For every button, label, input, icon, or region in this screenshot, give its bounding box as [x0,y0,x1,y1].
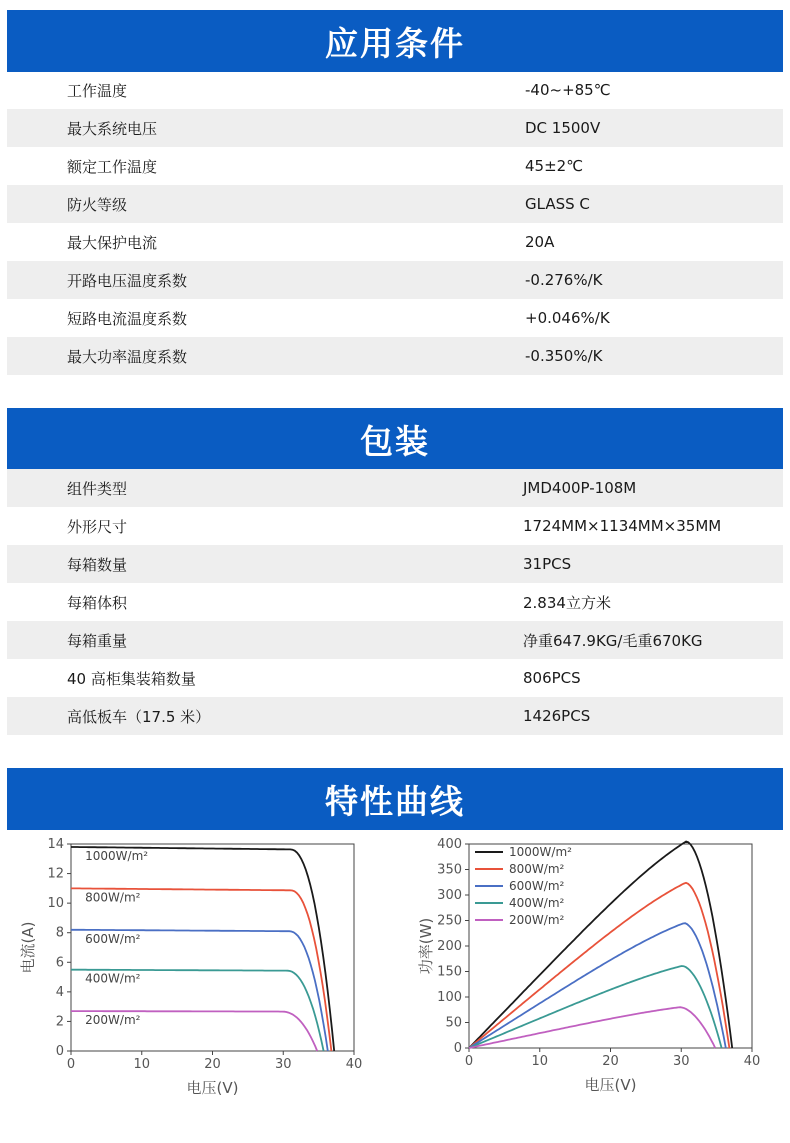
y-tick-label: 4 [55,984,64,1000]
y-tick-label: 10 [47,896,64,912]
table-row [7,185,783,223]
table-row [7,621,783,659]
x-tick-label: 10 [133,1057,151,1072]
row-value: 2.834立方米 [523,593,611,612]
row-value: 1426PCS [523,707,591,725]
row-label: 每箱体积 [67,593,128,612]
legend-label: 600W/m² [509,879,565,893]
row-label: 组件类型 [67,479,128,498]
section-header-curves [7,768,783,830]
legend-label: 400W/m² [509,896,565,910]
x-tick-label: 30 [274,1057,292,1072]
y-tick-label: 150 [437,964,462,980]
row-label: 最大功率温度系数 [67,347,188,366]
x-tick-label: 30 [672,1054,690,1069]
table-row [7,697,783,735]
y-axis-label: 电流(A) [19,921,37,974]
y-tick-label: 50 [445,1015,462,1031]
row-value: DC 1500V [525,119,601,137]
y-tick-label: 250 [437,913,462,929]
section-title: 特性曲线 [325,781,465,821]
x-axis-label: 电压(V) [584,1076,637,1094]
legend-label: 1000W/m² [509,845,572,859]
x-axis-label: 电压(V) [186,1079,239,1097]
table-row [7,261,783,299]
series-label: 200W/m² [85,1013,141,1028]
series-label: 800W/m² [85,890,141,905]
row-value: 20A [525,233,555,251]
y-axis-label: 功率(W) [417,917,435,975]
table-row [7,659,783,697]
x-tick-label: 20 [204,1057,221,1072]
y-tick-label: 12 [47,866,64,882]
iv-curve-chart [14,836,374,1106]
section-title: 包装 [360,421,430,461]
row-label: 额定工作温度 [67,157,158,176]
row-value: GLASS C [525,195,590,213]
x-tick-label: 20 [602,1054,619,1069]
y-tick-label: 6 [55,955,64,971]
row-label: 最大系统电压 [67,119,158,138]
legend-label: 800W/m² [509,862,565,876]
row-value: -0.276%/K [525,271,603,289]
row-label: 每箱重量 [67,631,128,650]
table-row [7,545,783,583]
section-header-conditions [7,10,783,72]
y-tick-label: 200 [437,939,462,954]
packaging-table [7,469,783,735]
row-label: 每箱数量 [67,555,128,574]
x-tick-label: 10 [531,1054,549,1069]
table-row [7,583,783,621]
row-value: +0.046%/K [525,309,610,327]
y-tick-label: 0 [453,1041,462,1056]
row-label: 短路电流温度系数 [67,309,188,328]
y-tick-label: 2 [55,1014,64,1030]
y-tick-label: 300 [437,888,462,903]
section-header-packaging [7,408,783,470]
table-row [7,71,783,109]
y-tick-label: 0 [55,1044,64,1059]
row-label: 开路电压温度系数 [67,271,188,290]
table-row [7,223,783,261]
table-row [7,299,783,337]
row-value: 45±2℃ [525,157,584,175]
y-tick-label: 8 [55,925,64,941]
section-title: 应用条件 [325,23,465,63]
row-value: JMD400P-108M [523,479,637,497]
conditions-table [7,71,783,375]
x-tick-label: 0 [66,1057,76,1072]
y-tick-label: 350 [437,862,462,878]
table-row [7,109,783,147]
row-label: 40 高柜集装箱数量 [67,669,196,688]
table-row [7,469,783,507]
row-value: -0.350%/K [525,347,603,365]
row-value: 净重647.9KG/毛重670KG [523,631,703,650]
x-tick-label: 40 [345,1057,363,1072]
series-label: 1000W/m² [85,848,149,863]
table-row [7,337,783,375]
row-value: 31PCS [523,555,572,573]
x-tick-label: 40 [743,1054,761,1069]
row-label: 最大保护电流 [67,233,158,252]
y-tick-label: 100 [437,990,462,1005]
pv-curve-chart [412,836,772,1106]
y-tick-label: 400 [437,837,462,852]
series-label: 600W/m² [85,931,141,946]
row-label: 外形尺寸 [67,517,128,536]
row-label: 工作温度 [67,81,128,100]
table-row [7,507,783,545]
x-tick-label: 0 [464,1054,474,1069]
table-row [7,147,783,185]
row-value: 806PCS [523,669,581,687]
series-label: 400W/m² [85,971,141,986]
y-tick-label: 14 [47,837,64,852]
row-label: 防火等级 [67,195,128,214]
row-label: 高低板车（17.5 米） [67,707,211,726]
row-value: 1724MM×1134MM×35MM [523,517,722,535]
row-value: -40~+85℃ [525,81,611,99]
legend-label: 200W/m² [509,913,565,927]
